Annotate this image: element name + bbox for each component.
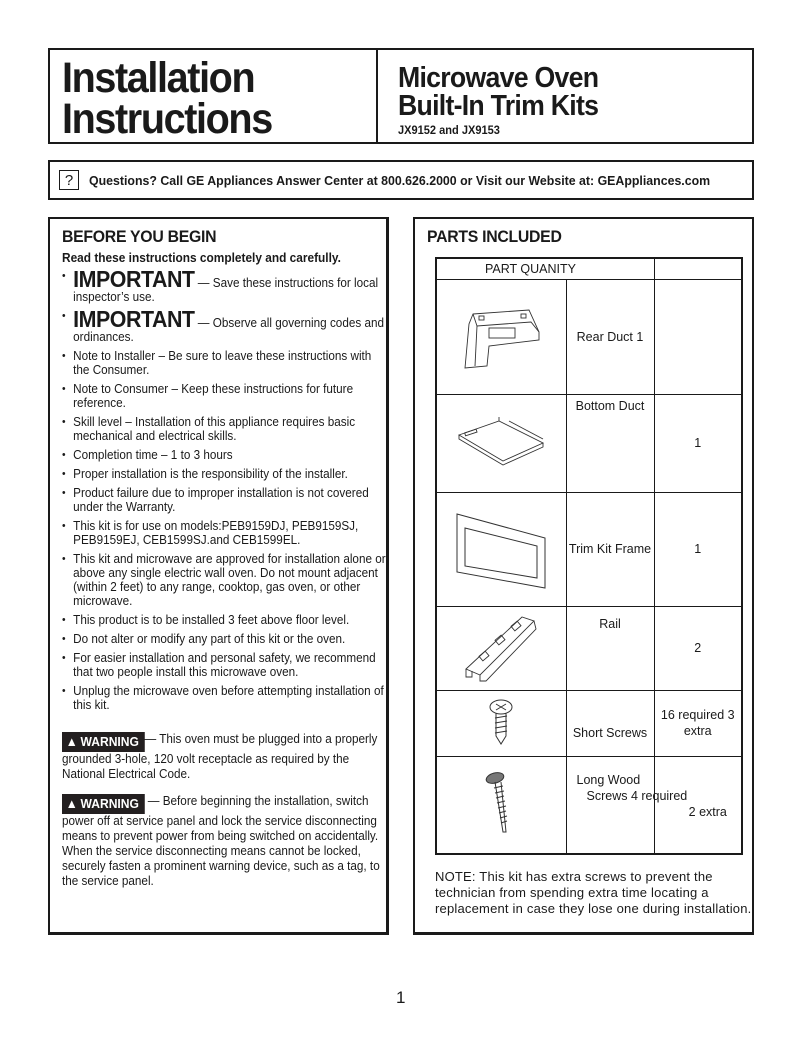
- warning-text: — This oven must be plugged into a properly grounded 3-hole, 120 volt receptacle as required by the National Electrical Code.: [62, 732, 378, 781]
- table-row: [436, 756, 742, 854]
- title-line-1: Installation: [62, 54, 255, 102]
- part-name: Rail: [566, 606, 654, 690]
- product-line-1: Microwave Oven: [398, 62, 599, 94]
- list-item: • Completion time – 1 to 3 hours: [62, 448, 388, 462]
- part-quantity: 1: [654, 394, 742, 492]
- instruction-list: [62, 266, 386, 712]
- short-screw-drawing-icon: [436, 690, 566, 756]
- title-line-2: Instructions: [62, 95, 272, 143]
- part-quantity: 2: [654, 606, 742, 690]
- table-row: [436, 690, 742, 756]
- product-line-2: Built-In Trim Kits: [398, 90, 599, 122]
- list-item: • Product failure due to improper installation is not covered under the Warranty.: [62, 486, 388, 514]
- list-item: • This kit is for use on models:PEB9159DJ, PEB9159SJ, PEB9159EJ, CEB1599SJ.and CEB1599EL.: [62, 519, 388, 547]
- table-header-row: [436, 258, 742, 279]
- document-header: [48, 48, 754, 144]
- list-item: • Unplug the microwave oven before attempting installation of this kit.: [62, 684, 388, 712]
- part-name: Short Screws: [566, 690, 654, 756]
- part-name: Bottom Duct: [566, 394, 654, 492]
- long-wood-screw-drawing-icon: [436, 756, 566, 854]
- table-header: PART QUANITY: [436, 258, 654, 279]
- important-item: • IMPORTANT — Save these instructions for local inspector’s use.: [62, 269, 388, 304]
- warning-triangle-icon: ▲: [65, 734, 78, 749]
- part-quantity: 2 extra: [654, 756, 742, 854]
- questions-text: Questions? Call GE Appliances Answer Center at 800.626.2000 or Visit our Website at: GEAppliances.com: [89, 172, 711, 188]
- warning-triangle-icon: ▲: [65, 796, 78, 811]
- warning-block: [62, 794, 392, 889]
- document-title: [50, 50, 378, 142]
- rear-duct-drawing-icon: [436, 279, 566, 394]
- list-item: • Do not alter or modify any part of this kit or the oven.: [62, 632, 388, 646]
- trim-kit-frame-drawing-icon: [436, 492, 566, 606]
- questions-bar: [48, 160, 754, 200]
- table-row: [436, 279, 742, 394]
- before-you-begin-section: [48, 217, 389, 935]
- list-item: • This kit and microwave are approved for installation alone or above any single electric wall oven. Do not mount adjacent (within 2 feet) to any range, cooktop, gas oven, or other microwave.: [62, 552, 388, 608]
- part-name: Trim Kit Frame: [566, 492, 654, 606]
- warning-badge: ▲ WARNING: [62, 732, 145, 752]
- bottom-duct-drawing-icon: [436, 394, 566, 492]
- section-title: BEFORE YOU BEGIN: [62, 227, 217, 246]
- warning-text: — Before beginning the installation, switch power off at service panel and lock the service disconnecting means to prevent power from being switched on accidentally. When the service disconnecting means cannot be locked, securely fasten a prominent warning device, such as a tag, to the service panel.: [62, 794, 380, 888]
- list-item: • Note to Consumer – Keep these instructions for future reference.: [62, 382, 388, 410]
- list-item: • For easier installation and personal safety, we recommend that two people install this microwave oven.: [62, 651, 388, 679]
- parts-table: [435, 257, 743, 855]
- part-quantity: 1: [654, 492, 742, 606]
- important-item: • IMPORTANT — Observe all governing codes and ordinances.: [62, 309, 388, 344]
- list-item: • Skill level – Installation of this appliance requires basic mechanical and electrical skills.: [62, 415, 388, 443]
- warning-block: [62, 732, 392, 782]
- part-name-overflow: Screws 4 required: [586, 788, 688, 803]
- page-number: 1: [396, 988, 406, 1007]
- parts-note: NOTE: This kit has extra screws to prevent the technician from spending extra time locating a replacement in case they lose one during installation.: [435, 869, 752, 916]
- part-quantity: [654, 279, 742, 394]
- part-name: Long Wood Screws 4 required: [566, 756, 654, 854]
- table-row: [436, 606, 742, 690]
- question-mark-icon: ?: [59, 170, 79, 190]
- list-item: • Proper installation is the responsibility of the installer.: [62, 467, 388, 481]
- section-subtitle: Read these instructions completely and carefully.: [62, 251, 341, 265]
- list-item: • This product is to be installed 3 feet above floor level.: [62, 613, 388, 627]
- model-numbers: JX9152 and JX9153: [398, 123, 500, 137]
- part-quantity: 16 required 3 extra: [654, 690, 742, 756]
- table-row: [436, 492, 742, 606]
- product-title: [378, 50, 752, 142]
- warning-badge: ▲ WARNING: [62, 794, 145, 814]
- part-name: Rear Duct 1: [566, 279, 654, 394]
- list-item: • Note to Installer – Be sure to leave these instructions with the Consumer.: [62, 349, 388, 377]
- table-row: [436, 394, 742, 492]
- rail-drawing-icon: [436, 606, 566, 690]
- section-title: PARTS INCLUDED: [427, 227, 562, 246]
- parts-included-section: [413, 217, 754, 935]
